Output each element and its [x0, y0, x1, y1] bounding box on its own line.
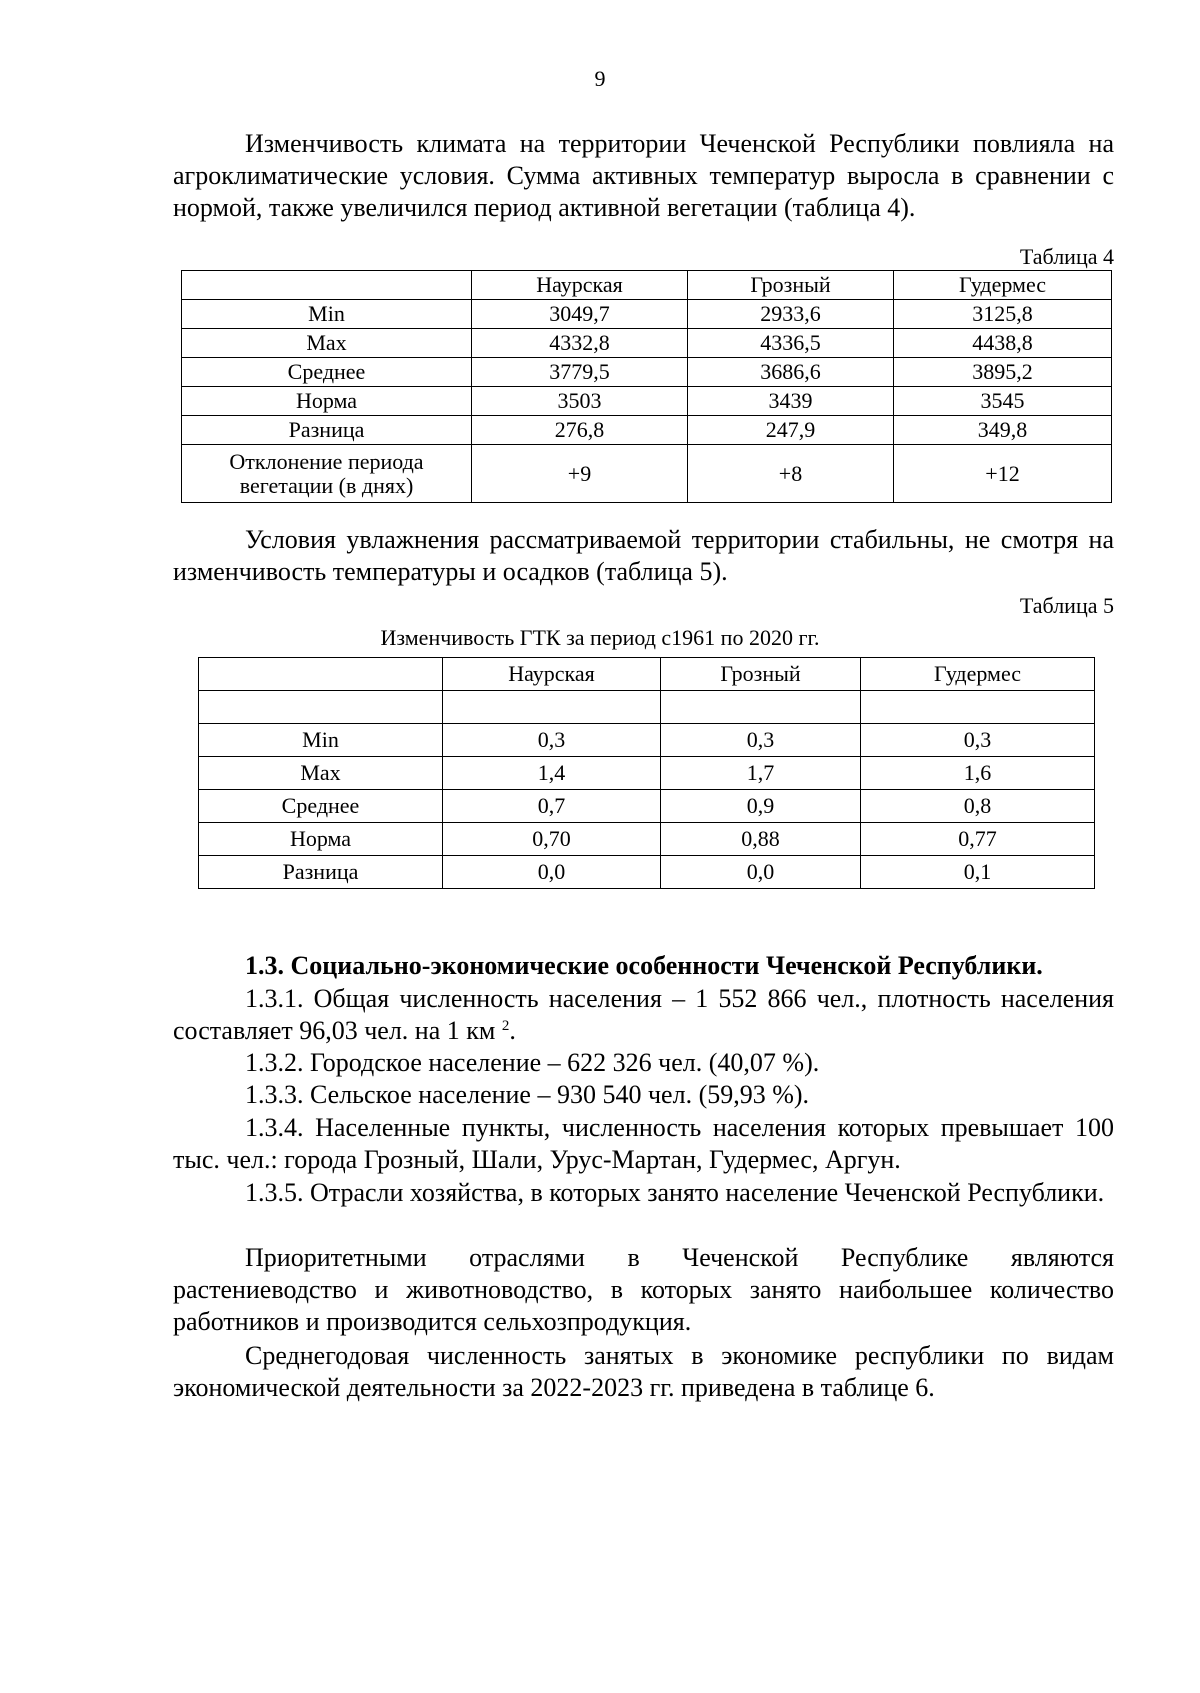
- table-row: [199, 790, 1095, 823]
- page-number: 9: [594, 66, 606, 91]
- table-cell: 0,7: [443, 790, 661, 823]
- table5-title: Изменчивость ГТК за период с1961 по 2020 гг.: [380, 625, 820, 650]
- table-cell: 0,9: [661, 790, 861, 823]
- table-row: [199, 724, 1095, 757]
- table-cell: 4336,5: [688, 329, 894, 358]
- intro-paragraph: Изменчивость климата на территории Чеченской Республики повлияла на агроклиматические условия. Сумма активных температур выросла в сравнении с нормой, также увеличился период активной вегетации (таблица 4).: [173, 129, 1114, 222]
- section-heading: 1.3. Социально-экономические особенности Чеченской Республики.: [245, 951, 1043, 980]
- table-cell: [661, 691, 861, 724]
- table-cell: 4438,8: [894, 329, 1112, 358]
- table4: [181, 270, 1112, 503]
- table-header-row: [199, 658, 1095, 691]
- table-header-cell: Грозный: [688, 271, 894, 300]
- section-paragraph-3: 1.3.3. Сельское население – 930 540 чел. (59,93 %).: [245, 1080, 810, 1109]
- table-cell: Min: [199, 724, 443, 757]
- table-cell: Разница: [199, 856, 443, 889]
- table-header-cell: Наурская: [472, 271, 688, 300]
- superscript: 2: [501, 1018, 510, 1034]
- table-row: [199, 691, 1095, 724]
- table-cell: Отклонение периода вегетации (в днях): [182, 445, 472, 503]
- table-header-row: [182, 271, 1112, 300]
- table-row: [199, 856, 1095, 889]
- table-cell: Норма: [182, 387, 472, 416]
- table-cell: 2933,6: [688, 300, 894, 329]
- table-cell: Разница: [182, 416, 472, 445]
- table-cell: Max: [182, 329, 472, 358]
- table-cell: 3779,5: [472, 358, 688, 387]
- table-cell: 0,70: [443, 823, 661, 856]
- humidity-paragraph: Условия увлажнения рассматриваемой территории стабильны, не смотря на изменчивость температуры и осадков (таблица 5).: [173, 525, 1114, 586]
- table-cell: 0,1: [861, 856, 1095, 889]
- table-header-cell: Гудермес: [894, 271, 1112, 300]
- table-cell: 0,0: [443, 856, 661, 889]
- section-paragraph-5: 1.3.5. Отрасли хозяйства, в которых занято население Чеченской Республики.: [245, 1178, 1105, 1207]
- table-header-cell: [199, 658, 443, 691]
- table-cell: +12: [894, 445, 1112, 503]
- table-cell: 276,8: [472, 416, 688, 445]
- table4-caption: Таблица 4: [1019, 244, 1114, 269]
- table-cell: +9: [472, 445, 688, 503]
- section-paragraph-1: [173, 983, 1114, 1047]
- table-cell: 3545: [894, 387, 1112, 416]
- table-header-cell: Грозный: [661, 658, 861, 691]
- table-cell: Норма: [199, 823, 443, 856]
- table-cell: 3125,8: [894, 300, 1112, 329]
- table-header-cell: [182, 271, 472, 300]
- table-cell: 3439: [688, 387, 894, 416]
- table-cell: 1,4: [443, 757, 661, 790]
- table-row: [182, 300, 1112, 329]
- table-cell: 349,8: [894, 416, 1112, 445]
- table-cell: 4332,8: [472, 329, 688, 358]
- table-row: [182, 329, 1112, 358]
- table-cell: 0,3: [661, 724, 861, 757]
- table-cell: 247,9: [688, 416, 894, 445]
- table-cell: 0,8: [861, 790, 1095, 823]
- section-paragraph-4: 1.3.4. Населенные пункты, численность населения которых превышает 100 тыс. чел.: города Грозный, Шали, Урус-Мартан, Гудермес, Аргун.: [173, 1113, 1114, 1174]
- section-paragraph-6: Приоритетными отраслями в Чеченской Республике являются растениеводство и животноводство, в которых занято наибольшее количество работников и производится сельхозпродукция.: [173, 1243, 1114, 1336]
- table-cell: Max: [199, 757, 443, 790]
- table-cell: 3686,6: [688, 358, 894, 387]
- table-cell: 1,6: [861, 757, 1095, 790]
- table-cell: 0,3: [443, 724, 661, 757]
- table-cell: Среднее: [182, 358, 472, 387]
- table-row: [182, 358, 1112, 387]
- table-row: [182, 445, 1112, 503]
- table-row: [182, 387, 1112, 416]
- population-text: 1.3.1. Общая численность населения – 1 552 866 чел., плотность населения составляет 96,03 чел. на 1 км: [173, 984, 1114, 1045]
- table-cell: 0,3: [861, 724, 1095, 757]
- table-cell: [199, 691, 443, 724]
- table5-caption: Таблица 5: [1019, 593, 1114, 618]
- section-paragraph-7: Среднегодовая численность занятых в экономике республики по видам экономической деятельности за 2022-2023 гг. приведена в таблице 6.: [173, 1341, 1114, 1402]
- table-cell: [861, 691, 1095, 724]
- table-row: [199, 823, 1095, 856]
- table-row: [182, 416, 1112, 445]
- period: .: [509, 1016, 516, 1045]
- table-row: [199, 757, 1095, 790]
- table-cell: 3503: [472, 387, 688, 416]
- table-cell: 0,77: [861, 823, 1095, 856]
- table-cell: Min: [182, 300, 472, 329]
- table-cell: 1,7: [661, 757, 861, 790]
- table-cell: [443, 691, 661, 724]
- table-cell: 3049,7: [472, 300, 688, 329]
- table-header-cell: Наурская: [443, 658, 661, 691]
- table-cell: Среднее: [199, 790, 443, 823]
- table-cell: 0,0: [661, 856, 861, 889]
- table5: [198, 657, 1095, 889]
- table-cell: 3895,2: [894, 358, 1112, 387]
- table-cell: +8: [688, 445, 894, 503]
- section-paragraph-2: 1.3.2. Городское население – 622 326 чел. (40,07 %).: [245, 1048, 820, 1077]
- table-header-cell: Гудермес: [861, 658, 1095, 691]
- table-cell: 0,88: [661, 823, 861, 856]
